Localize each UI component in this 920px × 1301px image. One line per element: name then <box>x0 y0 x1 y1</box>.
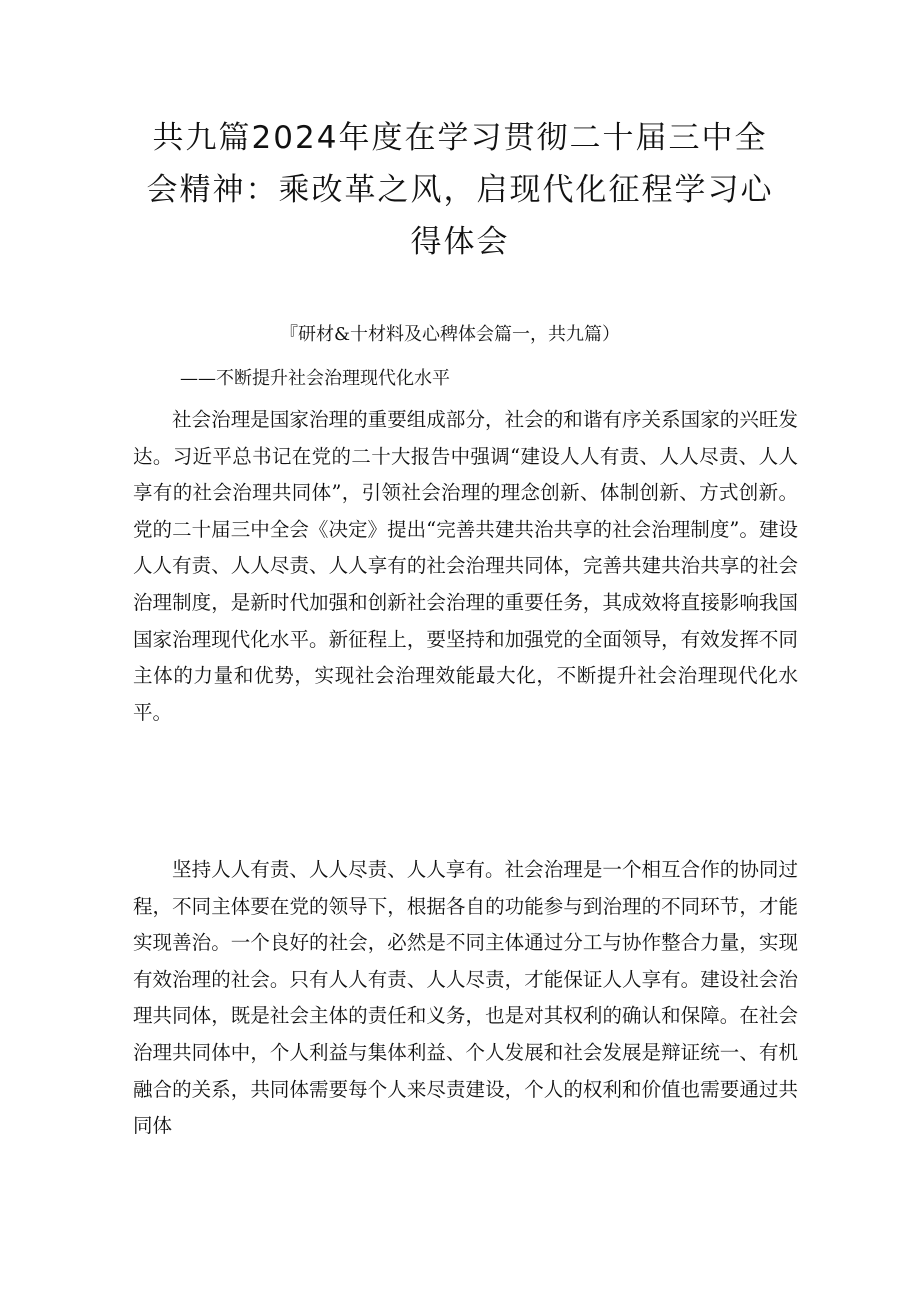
title-line-1: 共九篇2024年度在学习贯彻二十届三中全 <box>152 120 768 156</box>
body-paragraph-2: 坚持人人有责、人人尽责、人人享有。社会治理是一个相互合作的协同过程，不同主体要在党的领导下，根据各自的功能参与到治理的不同环节，才能实现善治。一个良好的社会，必然是不同主体通过分工与协作整合力量，实现有效治理的社会。只有人人有责、人人尽责，才能保证人人享有。建设社会治理共同体，既是社会主体的责任和义务，也是对其权利的确认和保障。在社会治理共同体中，个人利益与集体利益、个人发展和社会发展是辩证统一、有机融合的关系，共同体需要每个人来尽责建设，个人的权利和价值也需要通过共同体 <box>133 858 798 1138</box>
body-paragraph-1: 社会治理是国家治理的重要组成部分，社会的和谐有序关系国家的兴旺发达。习近平总书记在党的二十大报告中强调“建设人人有责、人人尽责、人人享有的社会治理共同体”，引领社会治理的理念创新、体制创新、方式创新。党的二十届三中全会《决定》提出“完善共建共治共享的社会治理制度”。建设人人有责、人人尽责、人人享有的社会治理共同体，完善共建共治共享的社会治理制度，是新时代加强和创新社会治理的重要任务，其成效将直接影响我国国家治理现代化水平。新征程上，要坚持和加强党的全面领导，有效发挥不同主体的力量和优势，实现社会治理效能最大化，不断提升社会治理现代化水平。 <box>133 408 798 724</box>
title-line-2: 会精神：乘改革之风，启现代化征程学习心 <box>146 172 774 208</box>
document-title <box>140 112 780 268</box>
document-subtitle: 『研材&十材料及心稗体会篇一，共九篇） <box>280 324 621 345</box>
title-line-3: 得体会 <box>410 224 510 260</box>
section-heading: ——不断提升社会治理现代化水平 <box>180 368 450 389</box>
